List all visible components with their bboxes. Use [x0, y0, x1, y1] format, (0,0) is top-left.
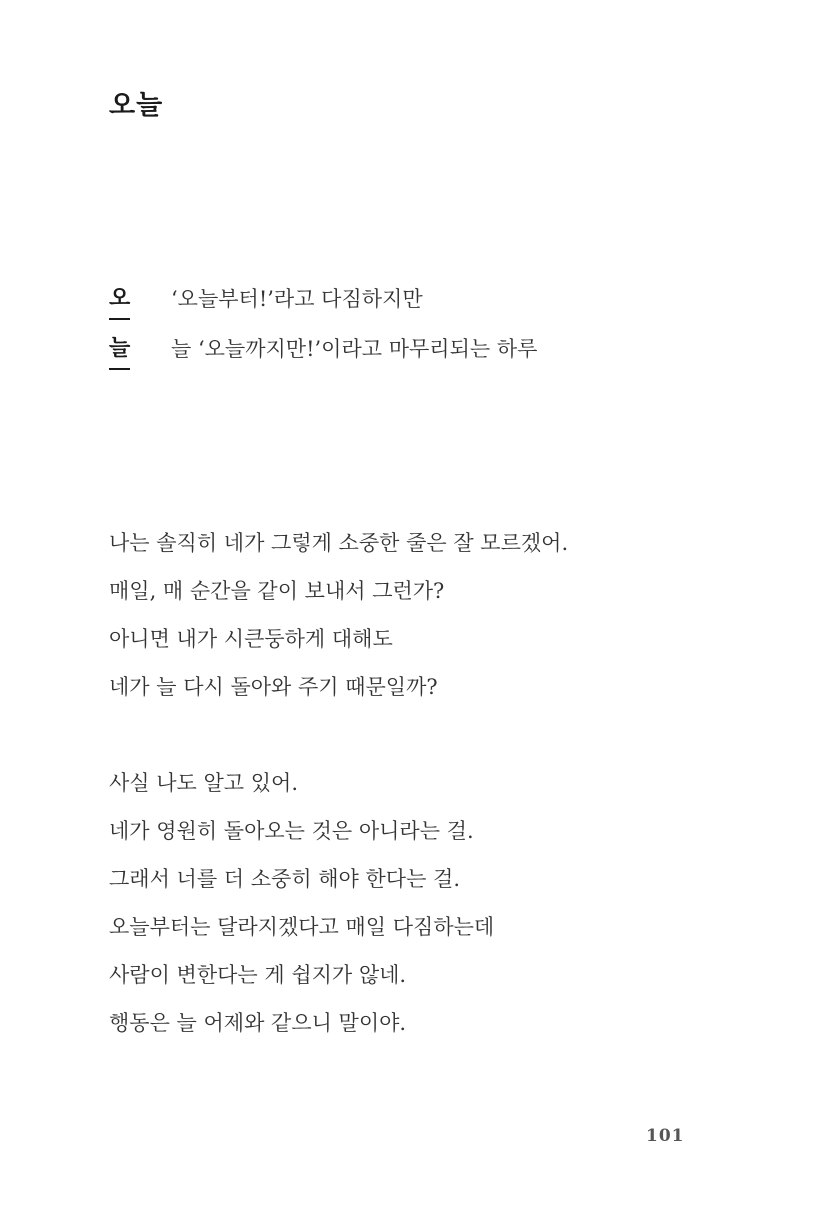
acrostic-poem — [109, 280, 709, 380]
poem-line: 네가 늘 다시 돌아와 주기 때문일까? — [109, 675, 438, 699]
poem-line: 매일, 매 순간을 같이 보내서 그런가? — [109, 579, 445, 603]
poem-line: 행동은 늘 어제와 같으니 말이야. — [109, 1011, 407, 1035]
acrostic-line: 늘 ‘오늘까지만!’이라고 마무리되는 하루 — [171, 337, 538, 361]
acrostic-letter: 오 — [109, 280, 130, 320]
poem-line: 그래서 너를 더 소중히 해야 한다는 걸. — [109, 867, 461, 891]
page-title: 오늘 — [109, 90, 164, 121]
acrostic-row — [109, 280, 709, 330]
poem-line: 사람이 변한다는 게 쉽지가 않네. — [109, 963, 407, 987]
poem-line: 나는 솔직히 네가 그렇게 소중한 줄은 잘 모르겠어. — [109, 531, 569, 555]
stanza-2 — [109, 761, 494, 1049]
acrostic-line: ‘오늘부터!’라고 다짐하지만 — [171, 287, 423, 311]
acrostic-letter: 늘 — [109, 330, 130, 370]
poem-line: 오늘부터는 달라지겠다고 매일 다짐하는데 — [109, 915, 495, 939]
poem-line: 네가 영원히 돌아오는 것은 아니라는 걸. — [109, 819, 474, 843]
poem-line: 사실 나도 알고 있어. — [109, 771, 298, 795]
poem-line: 아니면 내가 시큰둥하게 대해도 — [109, 627, 393, 651]
stanza-1 — [109, 521, 568, 713]
acrostic-row — [109, 330, 709, 380]
page-number: 101 — [646, 1126, 685, 1146]
